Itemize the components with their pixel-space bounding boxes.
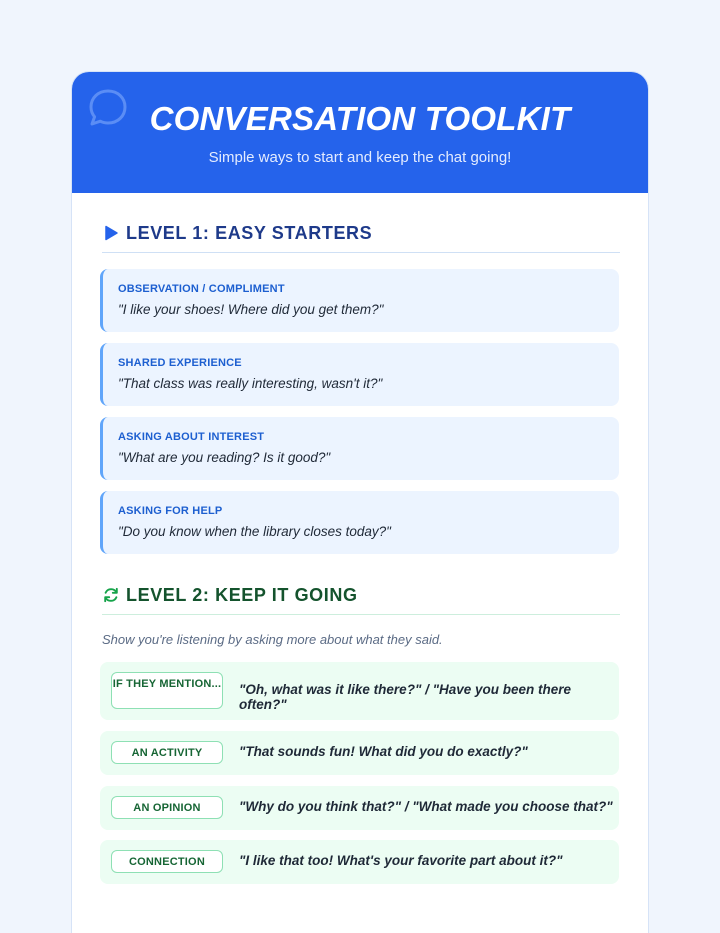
level-1-heading [102,214,620,253]
starter-card [100,417,619,480]
follow-up-line: "Why do you think that?" / "What made you choose that?" [239,799,613,814]
follow-up-line: "That sounds fun! What did you do exactly?" [239,744,528,759]
refresh-icon [102,586,120,604]
follow-up-tag: AN OPINION [111,796,223,819]
level-1-heading-text: LEVEL 1: EASY STARTERS [126,222,373,243]
play-icon [102,224,120,242]
follow-up-row [100,786,619,830]
speech-bubble-icon [87,87,129,129]
follow-up-row [100,662,619,720]
follow-up-line: "I like that too! What's your favorite part about it?" [239,853,563,868]
follow-up-tag: AN ACTIVITY [111,741,223,764]
starter-kicker: ASKING ABOUT INTEREST [118,431,265,443]
starter-card [100,269,619,332]
starter-card [100,491,619,554]
page-subtitle: Simple ways to start and keep the chat going! [208,149,512,166]
starter-kicker: ASKING FOR HELP [118,505,223,517]
starter-quote: "That class was really interesting, wasn't it?" [118,376,383,391]
follow-up-line: "Oh, what was it like there?" / "Have you been there often?" [239,682,572,712]
follow-up-row [100,731,619,775]
follow-up-tag: CONNECTION [111,850,223,873]
follow-up-tag: IF THEY MENTION... [111,672,223,709]
starter-kicker: OBSERVATION / COMPLIMENT [118,283,285,295]
level-2-heading-text: LEVEL 2: KEEP IT GOING [126,584,358,605]
starter-quote: "Do you know when the library closes today?" [118,524,391,539]
toolkit-card [71,71,649,933]
page-title: CONVERSATION TOOLKIT [149,100,571,137]
starter-kicker: SHARED EXPERIENCE [118,357,242,369]
starter-quote: "What are you reading? Is it good?" [118,450,331,465]
follow-up-row [100,840,619,884]
starter-card [100,343,619,406]
starter-quote: "I like your shoes! Where did you get them?" [118,302,384,317]
level-2-heading [102,576,620,615]
level-2-intro: Show you're listening by asking more about what they said. [102,632,443,647]
header-banner [72,72,648,193]
